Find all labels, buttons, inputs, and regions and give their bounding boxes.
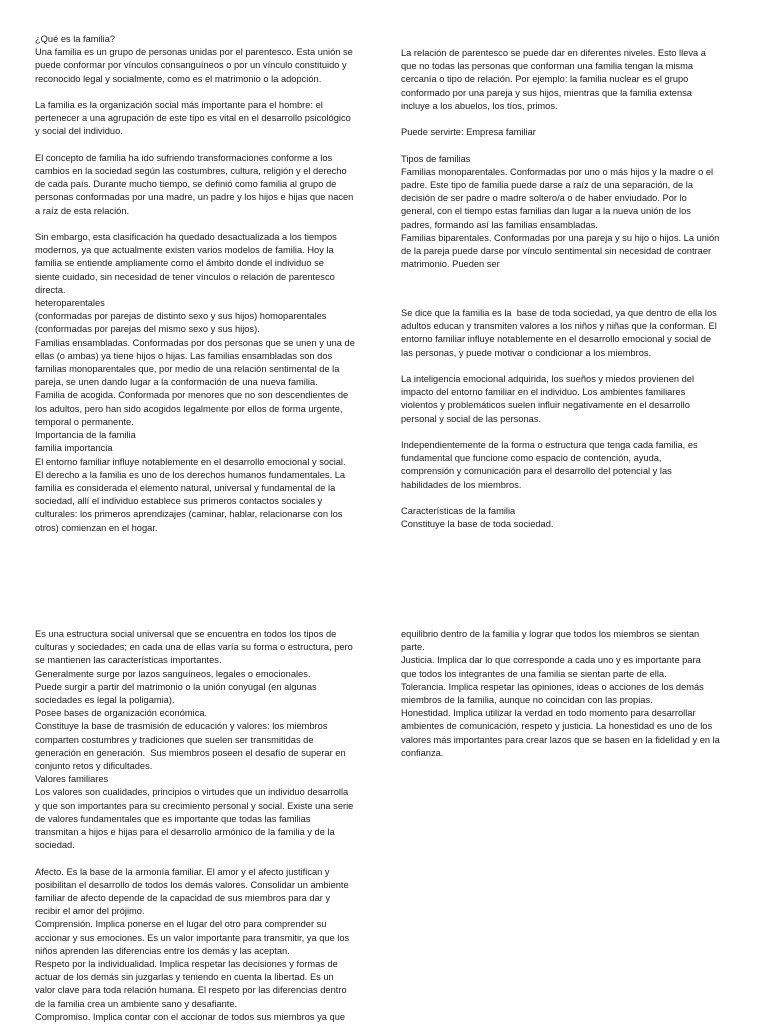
document-page-2 [0, 600, 768, 1024]
page2-left-column: Es una estructura social universal que se encuentra en todos los tipos de culturas y sociedades; en cada una de ellas varía su forma o estructura, pero se mantienen las características importantes. Generalmente surge por lazos sanguíneos, legales o emocionales. Puede surgir a partir del matrimonio o la unión conyugal (en algunas sociedades es legal la poligamia). Posee bases de organización económica. Constituye la base de trasmisión de educación y valores: los miembros comparten costumbres y tradiciones que suelen ser transmitidas de generación en generación. Sus miembros poseen el desafío de superar en conjunto retos y dificultades. Valores familiares Los valores son cualidades, principios o virtudes que un individuo desarrolla y que son importantes para su crecimiento personal y social. Existe una serie de valores fundamentales que es importante que todas las familias transmitan a hijos e hijas para el desarrollo armónico de la familia y de la sociedad. Afecto. Es la base de la armonía familiar. El amor y el afecto justifican y posibilitan el desarrollo de todos los demás valores. Consolidar un ambiente familiar de afecto depende de la capacidad de sus miembros para dar y recibir el amor del prójimo. Comprensión. Implica ponerse en el lugar del otro para comprender su accionar y sus emociones. Es un valor importante para transmitir, ya que los niños aprenden las diferencias entre los demás y las aceptan. Respeto por la individualidad. Implica respetar las decisiones y formas de actuar de los demás sin juzgarlas y teniendo en cuenta la libertad. Es un valor clave para toda relación humana. El respeto por las diferencias dentro de la familia crea un ambiente sano y desafiante. Compromiso. Implica contar con el accionar de todos sus miembros ya que [35, 629, 354, 1022]
page1-right-column-top: La relación de parentesco se puede dar en diferentes niveles. Esto lleva a que no todas las personas que conforman una familia tengan la misma cercanía o tipo de relación. Por ejemplo: la familia nuclear es el grupo conformado por una pareja y sus hijos, mientras que la familia extensa incluye a los abuelos, los tíos, primos. Puede servirte: Empresa familiar Tipos de familias Familias monoparentales. Conformadas por uno o más hijos y la madre o el padre. Este tipo de familia puede darse a raíz de una separación, de la decisión de ser padre o madre soltero/a o de haber enviudado. Por lo general, con el tiempo estas familias dan lugar a la nueva unión de los padres, formando así las familias ensambladas. Familias biparentales. Conformadas por una pareja y su hijo o hijos. La unión de la pareja puede darse por vínculo sentimental sin necesidad de contraer matrimonio. Pueden ser [401, 48, 720, 270]
page1-left-column: ¿Qué es la familia? Una familia es un grupo de personas unidas por el parentesco. Esta unión se puede conformar por vínculos consanguíneos o por un vínculo constituido y reconocido legal y socialmente, como es el matrimonio o la adopción. La familia es la organización social más importante para el hombre: el pertenecer a una agrupación de este tipo es vital en el desarrollo psicológico y social del individuo. El concepto de familia ha ido sufriendo transformaciones conforme a los cambios en la sociedad según las costumbres, cultura, religión y el derecho de cada país. Durante mucho tiempo, se definió como familia al grupo de personas conformadas por una madre, un padre y los hijos e hijas que nacen a raíz de esta relación. Sin embargo, esta clasificación ha quedado desactualizada a los tiempos modernos, ya que actualmente existen varios modelos de familia. Hoy la familia se entiende ampliamente como el ámbito donde el individuo se siente cuidado, sin necesidad de tener vínculos o relación de parentesco directa. heteroparentales (conformadas por parejas de distinto sexo y sus hijos) homoparentales (conformadas por parejas del mismo sexo y sus hijos). Familias ensambladas. Conformadas por dos personas que se unen y una de ellas (o ambas) ya tiene hijos o hijas. Las familias ensambladas son dos familias monoparentales que, por medio de una relación sentimental de la pareja, se unen dando lugar a la conformación de una nueva familia. Familia de acogida. Conformada por menores que no son descendientes de los adultos, pero han sido acogidos legalmente por ellos de forma urgente, temporal o permanente. Importancia de la familia familia importancia El entorno familiar influye notablemente en el desarrollo emocional y social. El derecho a la familia es uno de los derechos humanos fundamentales. La familia es considerada el elemento natural, universal y fundamental de la sociedad, allí el individuo establece sus primeros contactos sociales y culturales: los primeros aprendizajes (caminar, hablar, relacionarse con los otros) comienzan en el hogar. [35, 34, 355, 533]
page1-right-column-bottom: Se dice que la familia es la base de toda sociedad, ya que dentro de ella los adultos educan y transmiten valores a los niños y niñas que la conforman. El entorno familiar influye notablemente en el desarrollo emocional y social de las personas, y puede motivar o condicionar a los miembros. La inteligencia emocional adquirida, los sueños y miedos provienen del impacto del entorno familiar en el individuo. Los ambientes familiares violentos y problemáticos suelen influir negativamente en el desarrollo personal y social de las personas. Independientemente de la forma o estructura que tenga cada familia, es fundamental que funcione como espacio de contención, ayuda, comprensión y comunicación para el desarrollo del potencial y las habilidades de los miembros. Características de la familia Constituye la base de toda sociedad. [401, 308, 717, 530]
page2-right-column: equilibrio dentro de la familia y lograr que todos los miembros se sientan parte. Justicia. Implica dar lo que corresponde a cada uno y es importante para que todos los integrantes de una familia se sientan parte de ella. Tolerancia. Implica respetar las opiniones, ideas o acciones de los demás miembros de la familia, aunque no coincidan con las propias. Honestidad. Implica utilizar la verdad en todo momento para desarrollar ambientes de comunicación, respeto y justicia. La honestidad es uno de los valores más importantes para crear lazos que se basen en la fidelidad y en la confianza. [401, 629, 720, 758]
